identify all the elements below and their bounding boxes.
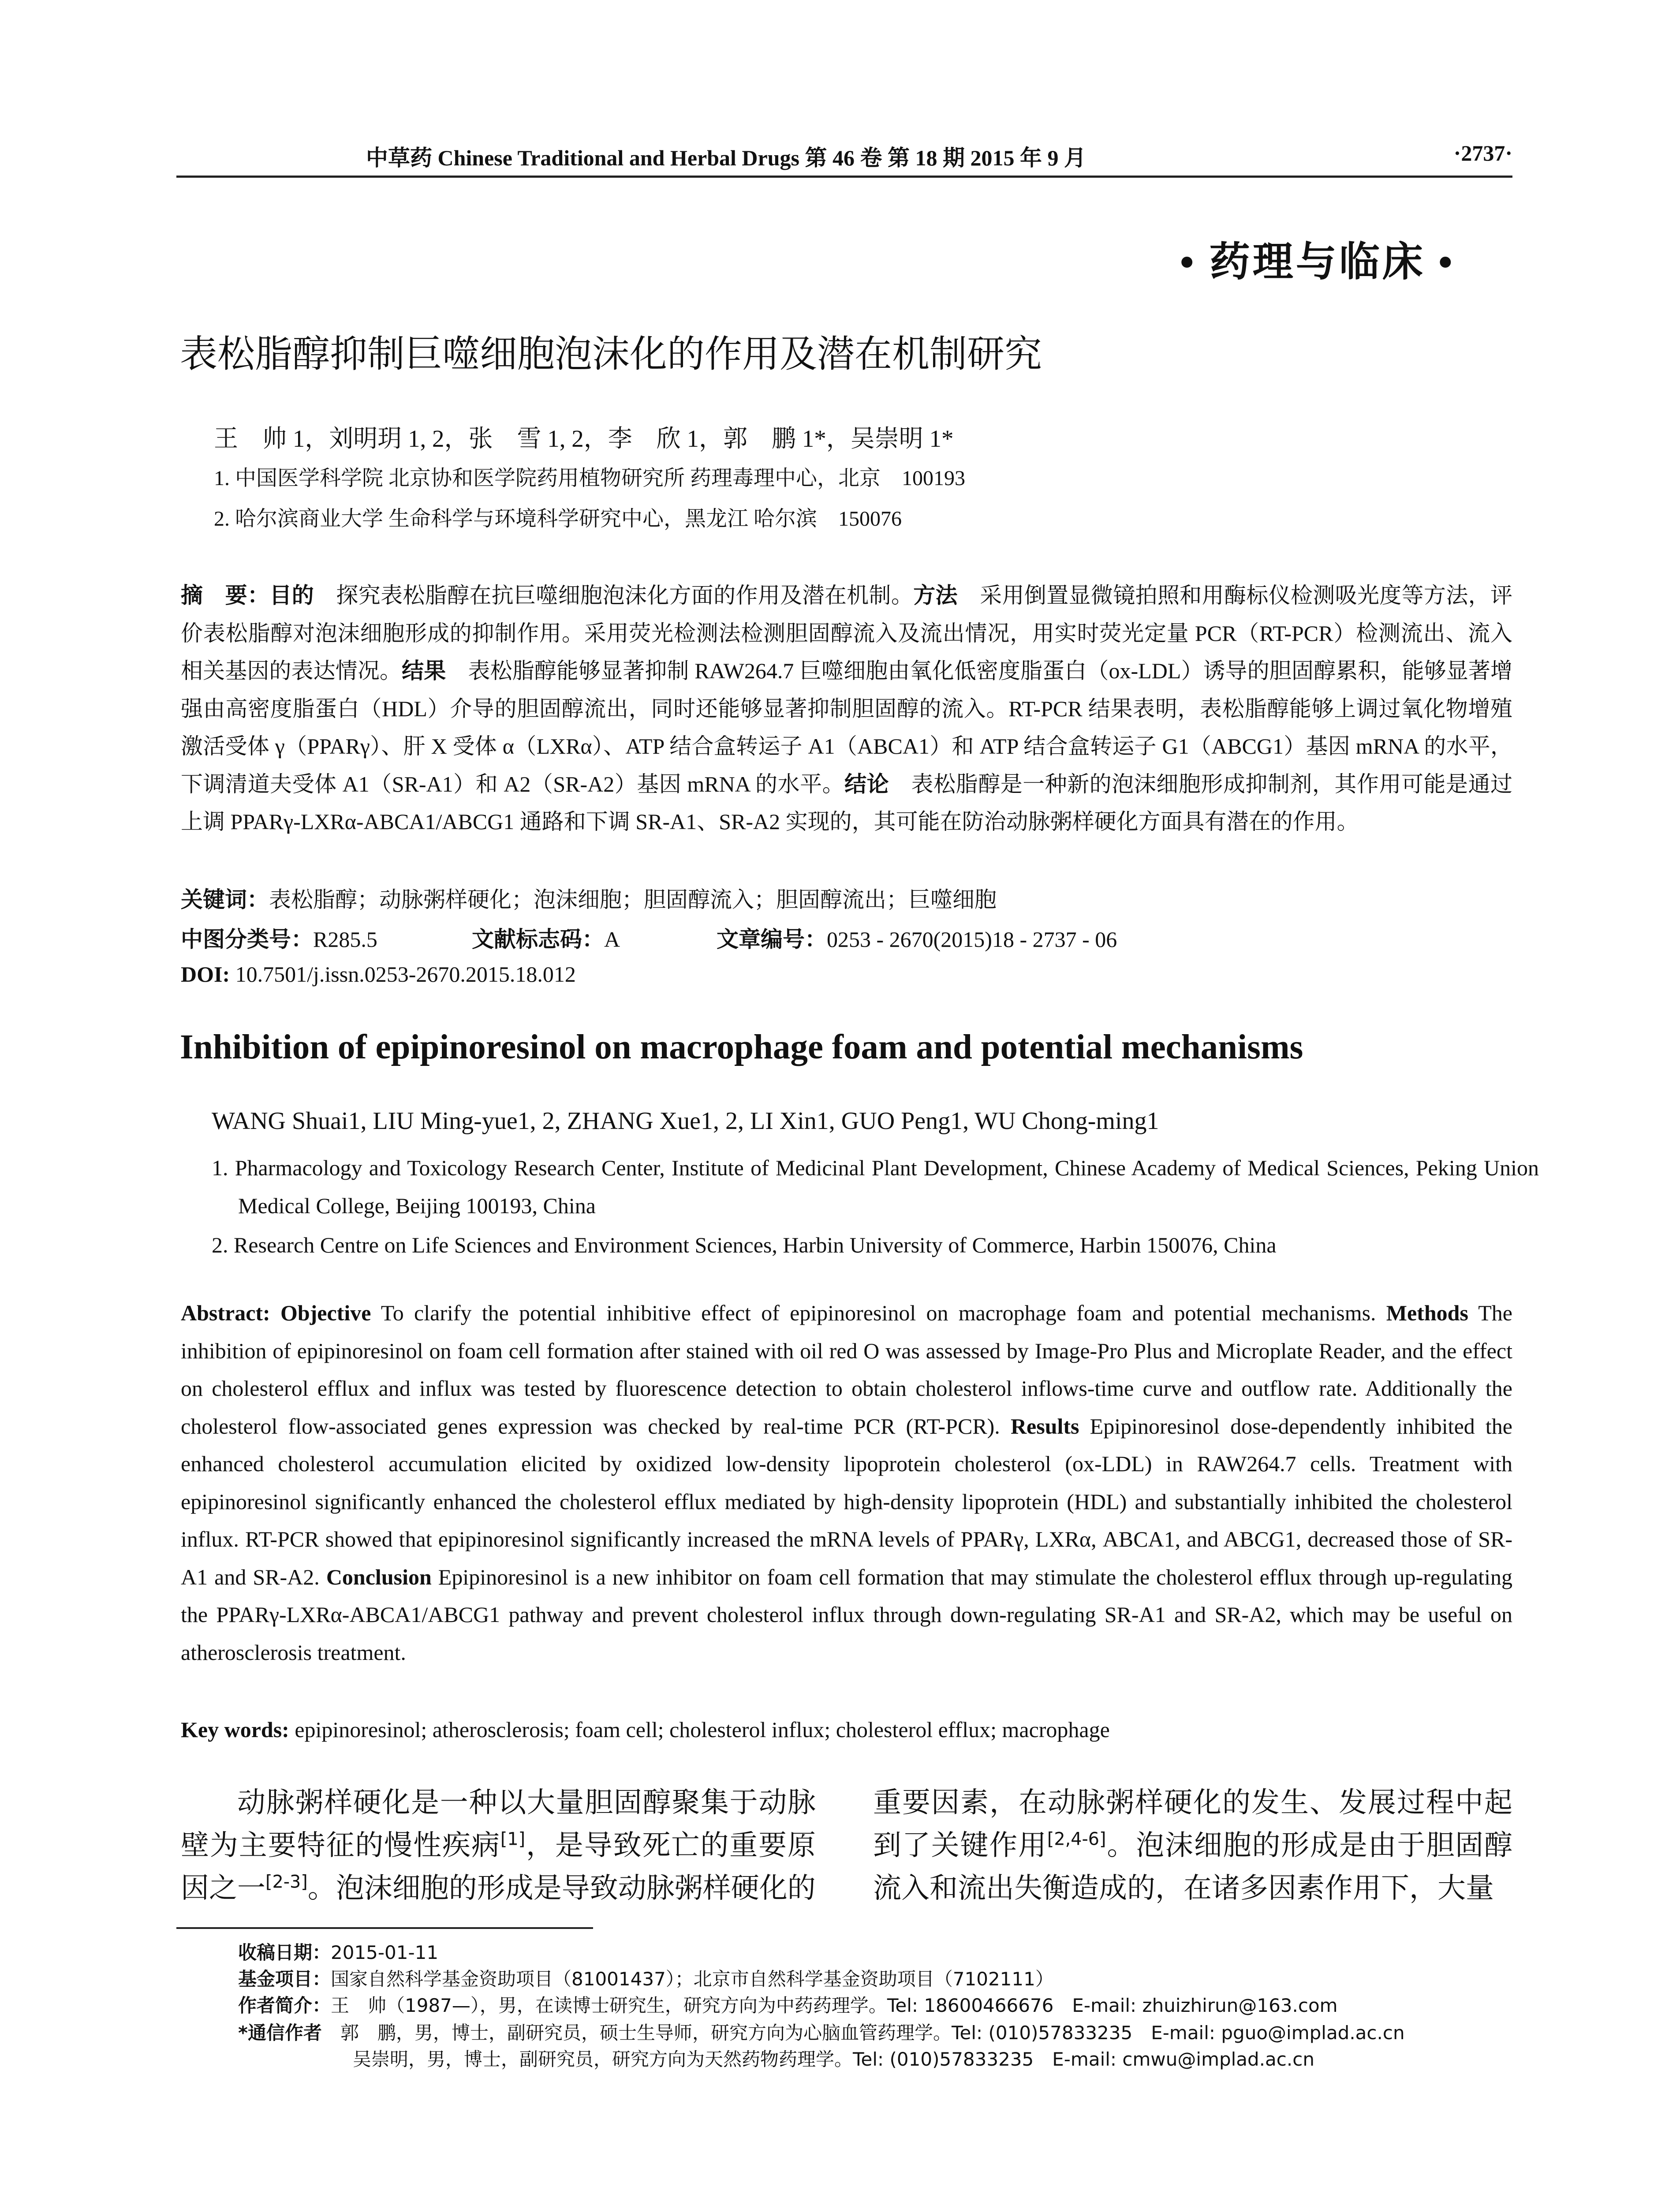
journal-header: 中草药 Chinese Traditional and Herbal Drugs 第 46 卷 第 18 期 2015 年 9 月 (366, 146, 1086, 170)
cn-affiliation-2: 2. 哈尔滨商业大学 生命科学与环境科学研究中心，黑龙江 哈尔滨 150076 (214, 507, 902, 531)
cn-results-text: 表松脂醇能够显著抑制 RAW264.7 巨噬细胞由氧化低密度脂蛋白（ox-LDL）诱导的胆固醇累积，能够显著增强由高密度脂蛋白（HDL）介导的胆固醇流出，同时还能够显著抑制胆固醇的流入。RT-PCR 结果表明，表松脂醇能够上调过氧化物增殖激活受体 γ（PPARγ）、肝 X 受体 α（LXRα）、ATP 结合盒转运子 A1（ABCA1）和 ATP 结合盒转运子 G1（ABCG1）基因 mRNA 的水平，下调清道夫受体 A1（SR-A1）和 A2（SR-A2）基因 mRNA 的水平。 (181, 658, 1513, 796)
en-results-text: Epipinoresinol dose-dependently inhibited the enhanced cholesterol accumulation elicited by oxidized low-density lipoprotein cholesterol (ox-LDL) in RAW264.7 cells. Treatment with epipinoresinol significantly enhanced the cholesterol efflux mediated by high-density lipoprotein (HDL) and substantially inhibited the cholesterol influx. RT-PCR showed that epipinoresinol significantly increased the mRNA levels of PPARγ, LXRα, ABCA1, and ABCG1, decreased those of SR-A1 and SR-A2. (181, 1413, 1512, 1589)
corresponding-text-1: 郭 鹏，男，博士，副研究员，硕士生导师，研究方向为心脑血管药理学。Tel: (010)57833235 E-mail: pguo@implad.ac.cn (321, 2022, 1405, 2044)
doc-code-value: A (604, 927, 620, 952)
footnote-received (238, 1938, 438, 1965)
en-affiliation-1: 1. Pharmacology and Toxicology Research Center, Institute of Medicinal Plant Development, Chinese Academy of Medical Sciences, Peking Union Medical College, Beijing 100193, China (212, 1155, 1539, 1218)
clc-cell (181, 922, 377, 953)
cn-title: 表松脂醇抑制巨噬细胞泡沫化的作用及潜在机制研究 (180, 333, 1042, 376)
doi-line (181, 961, 576, 987)
received-label: 收稿日期： (238, 1942, 331, 1963)
footnote-funding (238, 1965, 1054, 1991)
cn-keywords-text: 表松脂醇；动脉粥样硬化；泡沫细胞；胆固醇流入；胆固醇流出；巨噬细胞 (269, 887, 997, 912)
intro-right-text-b: 。泡沫细胞的形成是由于胆固醇流入和流出失衡造成的，在诸多因素作用下，大量 (873, 1829, 1513, 1905)
fund-label: 基金项目： (238, 1968, 331, 1990)
intro-left-text-a: 动脉粥样硬化是一种以大量胆固醇聚集于动脉壁为主要特征的慢性疾病 (181, 1786, 816, 1862)
cn-abstract-label: 摘 要： (181, 583, 270, 608)
cn-objective-text: 探究表松脂醇在抗巨噬细胞泡沫化方面的作用及潜在机制。 (314, 583, 914, 608)
page-number: ·2737· (1453, 141, 1512, 165)
clc-value: R285.5 (313, 927, 377, 952)
doi-value[interactable]: 10.7501/j.issn.0253-2670.2015.18.012 (235, 962, 576, 987)
cn-results-label: 结果 (402, 658, 446, 684)
received-date: 2015-01-11 (331, 1942, 439, 1963)
citation-2-4-6[interactable]: [2,4-6] (1047, 1829, 1106, 1850)
en-conclusion-label: Conclusion (326, 1564, 432, 1589)
clc-label: 中图分类号： (181, 927, 313, 952)
doc-code-cell (472, 922, 620, 953)
en-results-label: Results (1010, 1413, 1079, 1439)
en-affiliation-2: 2. Research Centre on Life Sciences and Environment Sciences, Harbin University of Commerce, Harbin 150076, China (212, 1233, 1277, 1257)
intro-right-column (873, 1782, 1512, 1910)
en-keywords (181, 1717, 1110, 1742)
en-abstract-label: Abstract: Objective (181, 1301, 371, 1325)
en-conclusion-text: Epipinoresinol is a new inhibitor on foam cell formation that may stimulate the cholesterol efflux through up-regulating the PPARγ-LXRα-ABCA1/ABCG1 pathway and prevent cholesterol influx through down-regulating SR-A1 and SR-A2, which may be useful on atherosclerosis treatment. (181, 1564, 1513, 1665)
doc-code-label: 文献标志码： (472, 927, 604, 952)
fund-text: 国家自然科学基金资助项目（81001437）；北京市自然科学基金资助项目（7102111） (331, 1968, 1054, 1990)
citation-1[interactable]: [1] (500, 1829, 526, 1850)
intro-right-text-a: 重要因素，在动脉粥样硬化的发生、发展过程中起到了关键作用 (873, 1786, 1512, 1862)
article-no-value: 0253 - 2670(2015)18 - 2737 - 06 (827, 927, 1117, 952)
footnote-corresponding-2: 吴崇明，男，博士，副研究员，研究方向为天然药物药理学。Tel: (010)57833235 E-mail: cmwu@implad.ac.cn (353, 2048, 1314, 2070)
cn-keywords-label: 关键词： (181, 887, 269, 912)
footnote-author-bio (238, 1991, 1338, 2018)
section-label: • 药理与临床 • (1180, 239, 1455, 284)
cn-abstract (181, 577, 1512, 841)
author-bio-text: 王 帅（1987—），男，在读博士研究生，研究方向为中药药理学。Tel: 18600466676 E-mail: zhuizhirun@163.com (331, 1995, 1338, 2016)
cn-methods-text: 采用倒置显微镜拍照和用酶标仪检测吸光度等方法，评价表松脂醇对泡沫细胞形成的抑制作用。采用荧光检测法检测胆固醇流入及流出情况，用实时荧光定量 PCR（RT-PCR）检测流出、流入相关基因的表达情况。 (181, 583, 1513, 683)
cn-conclusion-text: 表松脂醇是一种新的泡沫细胞形成抑制剂，其作用可能是通过上调 PPARγ-LXRα-ABCA1/ABCG1 通路和下调 SR-A1、SR-A2 实现的，其可能在防治动脉粥样硬化方面具有潜在的作用。 (181, 771, 1513, 834)
en-authors: WANG Shuai1, LIU Ming-yue1, 2, ZHANG Xue1, 2, LI Xin1, GUO Peng1, WU Chong-ming1 (212, 1107, 1159, 1135)
article-no-cell (717, 922, 1117, 953)
cn-methods-label: 方法 (913, 583, 958, 608)
en-title: Inhibition of epipinoresinol on macrophage foam and potential mechanisms (180, 1028, 1303, 1066)
en-methods-label: Methods (1386, 1301, 1468, 1325)
author-bio-label: 作者简介： (238, 1995, 331, 2016)
en-keywords-label: Key words: (181, 1717, 289, 1742)
en-abstract (181, 1294, 1512, 1671)
cn-authors: 王 帅 1，刘明玥 1, 2，张 雪 1, 2，李 欣 1，郭 鹏 1*，吴崇明 1* (214, 425, 954, 452)
citation-2-3[interactable]: [2-3] (265, 1872, 308, 1892)
footnote-corresponding-1 (238, 2018, 1405, 2045)
header-rule (176, 176, 1512, 178)
cn-objective-label: 目的 (269, 583, 314, 608)
en-objective-text: To clarify the potential inhibitive effect of epipinoresinol on macrophage foam and potential mechanisms. (371, 1301, 1386, 1325)
intro-left-text-c: 。泡沫细胞的形成是导致动脉粥样硬化的 (307, 1872, 816, 1905)
cn-affiliation-1: 1. 中国医学科学院 北京协和医学院药用植物研究所 药理毒理中心，北京 100193 (214, 467, 966, 490)
cn-keywords (181, 882, 997, 914)
footnote-rule (176, 1927, 593, 1929)
en-methods-text: The inhibition of epipinoresinol on foam cell formation after stained with oil red O was assessed by Image-Pro Plus and Microplate Reader, and the effect on cholesterol efflux and influx was tested by fluorescence detection to obtain cholesterol inflows-time curve and outflow rate. Additionally the cholesterol flow-associated genes expression was checked by real-time PCR (RT-PCR). (181, 1301, 1512, 1439)
intro-left-column (181, 1782, 816, 1910)
cn-conclusion-label: 结论 (844, 771, 889, 797)
intro-left-text-b: ，是导致死亡的重要原因之一 (181, 1829, 816, 1905)
corresponding-label: *通信作者 (238, 2022, 322, 2044)
doi-label: DOI: (181, 962, 230, 987)
en-keywords-text: epipinoresinol; atherosclerosis; foam cell; cholesterol influx; cholesterol efflux; macrophage (289, 1717, 1110, 1742)
article-no-label: 文章编号： (717, 927, 827, 952)
